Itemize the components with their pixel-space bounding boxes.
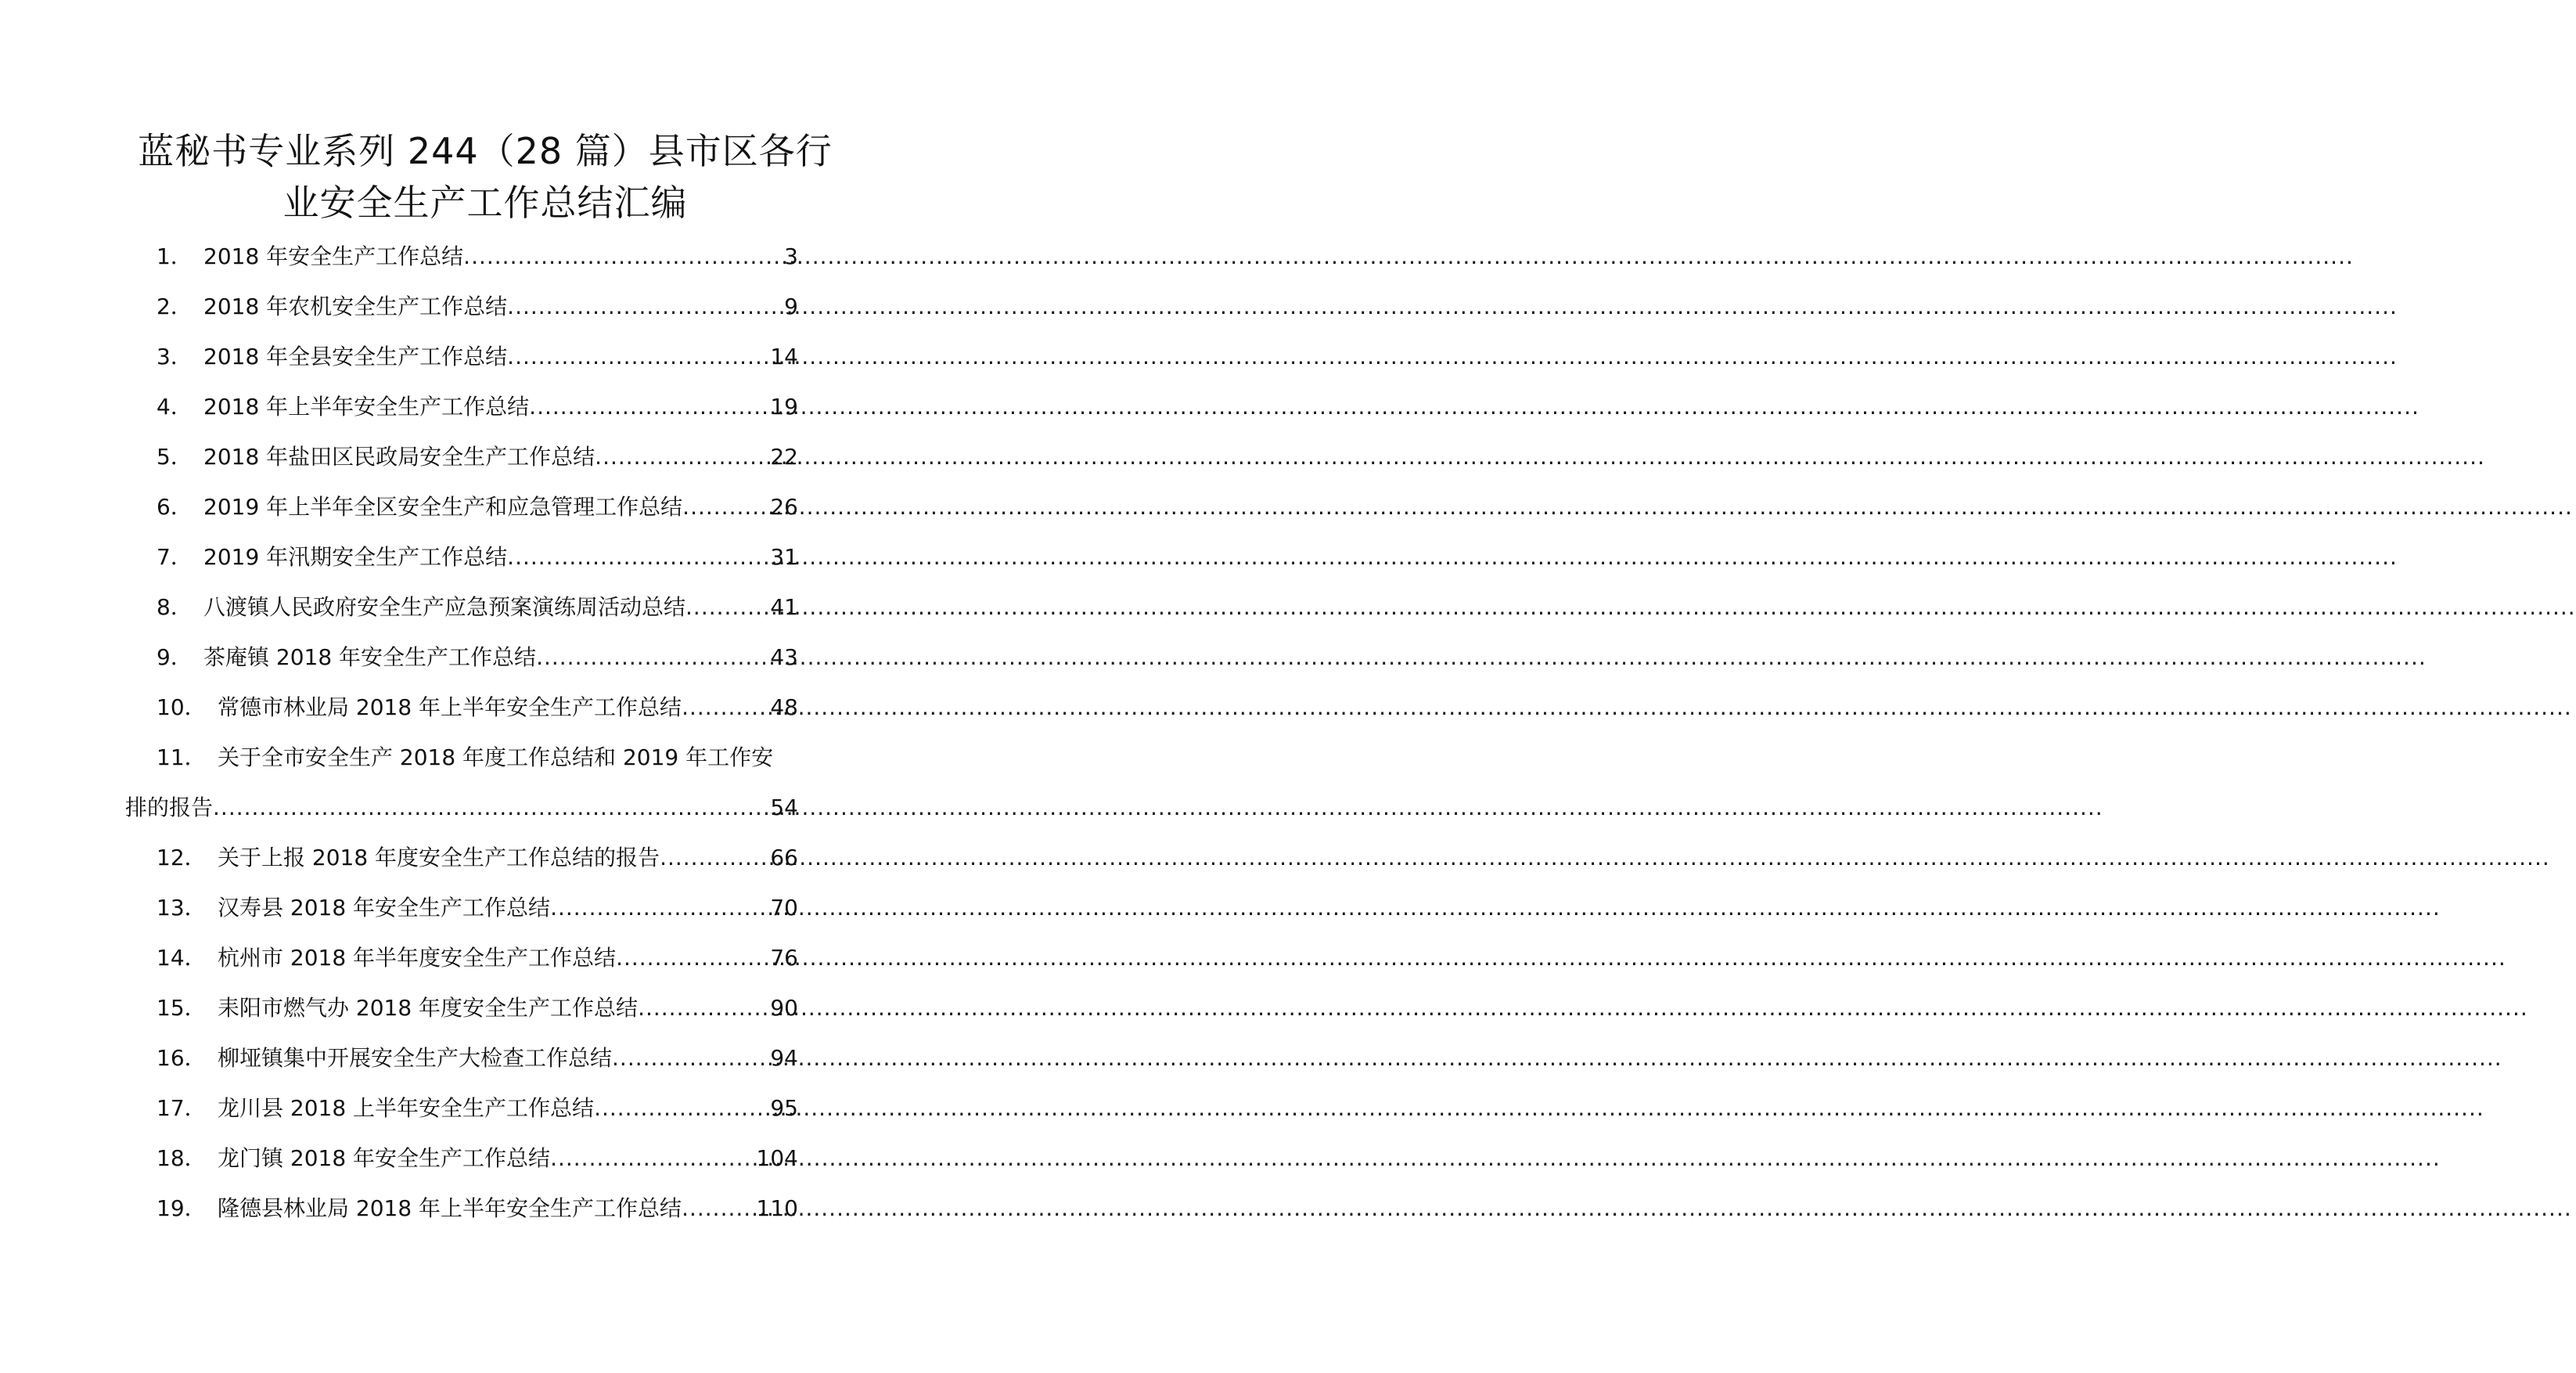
toc-entry-title: 常德市林业局 2018 年上半年安全生产工作总结 xyxy=(218,694,682,720)
toc-entry-title-line1: 关于全市安全生产 2018 年度工作总结和 2019 年工作安 xyxy=(218,744,774,770)
toc-entry-title: 2018 年农机安全生产工作总结 xyxy=(203,294,508,319)
toc-entry-page: 76 xyxy=(770,945,798,971)
toc-entry-page: 14 xyxy=(770,344,798,369)
toc-entry-number: 16． xyxy=(157,1045,207,1071)
toc-entry-number: 2． xyxy=(157,294,192,319)
toc-entry-title: 2018 年安全生产工作总结 xyxy=(203,243,464,269)
toc-entry-page: 70 xyxy=(770,895,798,921)
toc-entry[interactable] xyxy=(157,886,798,924)
toc-entry-page: 26 xyxy=(770,494,798,520)
toc-entry-number: 9． xyxy=(157,644,192,670)
toc-entry-title: 隆德县林业局 2018 年上半年安全生产工作总结 xyxy=(218,1195,682,1221)
toc-entry[interactable] xyxy=(157,636,798,673)
toc-entry-page: 31 xyxy=(770,544,798,570)
toc-entry[interactable] xyxy=(157,385,798,423)
toc-entry[interactable] xyxy=(157,485,798,523)
toc-entry[interactable] xyxy=(157,285,798,323)
toc-entry-title: 2019 年汛期安全生产工作总结 xyxy=(203,544,508,570)
toc-leader-dots xyxy=(594,1093,768,1124)
toc-entry-title: 2018 年盐田区民政局安全生产工作总结 xyxy=(203,444,595,470)
toc-entry-number: 3． xyxy=(157,344,192,369)
toc-leader-dots xyxy=(213,792,768,823)
toc-entry-page: 41 xyxy=(770,594,798,620)
toc-entry-title: 八渡镇人民政府安全生产应急预案演练周活动总结 xyxy=(203,594,686,620)
toc-entry-title: 龙川县 2018 上半年安全生产工作总结 xyxy=(218,1095,595,1121)
toc-entry-page: 43 xyxy=(770,644,798,670)
toc-entry-number: 13． xyxy=(157,895,207,921)
toc-leader-dots xyxy=(682,1193,754,1224)
toc-entry-page: 94 xyxy=(770,1045,798,1071)
title-line-1: 蓝秘书专业系列 244（28 篇）县市区各行 xyxy=(138,130,833,172)
toc-entry-number: 4． xyxy=(157,394,192,420)
toc-leader-dots xyxy=(529,391,768,423)
toc-leader-dots xyxy=(507,291,783,323)
toc-entry[interactable] xyxy=(157,586,798,623)
toc-leader-dots xyxy=(682,692,768,723)
toc-leader-dots xyxy=(507,542,768,573)
toc-entry[interactable] xyxy=(157,1036,798,1074)
toc-entry[interactable] xyxy=(157,1137,798,1174)
toc-entry-title: 2018 年全县安全生产工作总结 xyxy=(203,344,508,369)
document-title xyxy=(110,125,861,229)
toc-entry-page: 19 xyxy=(770,394,798,420)
toc-entry-number: 8． xyxy=(157,594,192,620)
toc-entry-number: 15． xyxy=(157,995,207,1021)
toc-entry-number: 10． xyxy=(157,694,207,720)
toc-entry-number: 5． xyxy=(157,444,192,470)
toc-leader-dots xyxy=(595,441,768,473)
toc-entry-number: 7． xyxy=(157,544,192,570)
toc-leader-dots xyxy=(463,241,783,272)
toc-leader-dots xyxy=(682,492,768,523)
toc-entry[interactable] xyxy=(157,836,798,874)
toc-entry-page: 48 xyxy=(770,694,798,720)
toc-leader-dots xyxy=(685,592,768,623)
toc-entry-page: 9 xyxy=(784,294,798,319)
toc-entry[interactable] xyxy=(157,986,798,1024)
toc-entry-number: 6． xyxy=(157,494,192,520)
toc-entry-title: 2019 年上半年全区安全生产和应急管理工作总结 xyxy=(203,494,683,520)
toc-entry-page: 3 xyxy=(784,243,798,269)
toc-leader-dots xyxy=(660,842,768,874)
toc-entry-page: 22 xyxy=(770,444,798,470)
toc-entry-page: 104 xyxy=(756,1145,798,1171)
toc-entry[interactable] xyxy=(157,535,798,573)
toc-entry-title: 2018 年上半年安全生产工作总结 xyxy=(203,394,530,420)
toc-entry-number: 18． xyxy=(157,1145,207,1171)
toc-leader-dots xyxy=(550,1143,754,1174)
document-page xyxy=(0,0,970,1373)
toc-entry[interactable] xyxy=(157,1087,798,1124)
toc-leader-dots xyxy=(612,1043,768,1074)
toc-entry-11-first-line[interactable] xyxy=(157,742,853,773)
toc-entry[interactable] xyxy=(157,335,798,373)
toc-entry-number: 17． xyxy=(157,1095,207,1121)
toc-entry-number: 14． xyxy=(157,945,207,971)
toc-entry-title: 汉寿县 2018 年安全生产工作总结 xyxy=(218,895,551,921)
toc-entry-page: 54 xyxy=(770,795,798,820)
toc-entry-page: 95 xyxy=(770,1095,798,1121)
toc-entry-number: 12． xyxy=(157,845,207,870)
toc-entry[interactable] xyxy=(157,936,798,974)
toc-entry-page: 110 xyxy=(756,1195,798,1221)
toc-leader-dots xyxy=(536,642,768,673)
toc-entry-title: 杭州市 2018 年半年度安全生产工作总结 xyxy=(218,945,617,971)
toc-leader-dots xyxy=(638,993,768,1024)
toc-entry-title: 柳垭镇集中开展安全生产大检查工作总结 xyxy=(218,1045,613,1071)
toc-entry[interactable] xyxy=(157,1187,798,1224)
toc-entry-title: 关于上报 2018 年度安全生产工作总结的报告 xyxy=(218,845,660,870)
toc-entry[interactable] xyxy=(157,435,798,473)
toc-entry-title: 排的报告 xyxy=(125,795,214,820)
toc-leader-dots xyxy=(550,892,768,924)
toc-entry[interactable] xyxy=(157,235,798,272)
toc-entry-title: 龙门镇 2018 年安全生产工作总结 xyxy=(218,1145,551,1171)
toc-leader-dots xyxy=(616,942,768,974)
toc-entry-page: 66 xyxy=(770,845,798,870)
toc-leader-dots xyxy=(507,341,768,373)
toc-entry[interactable] xyxy=(125,786,798,823)
toc-entry-page: 90 xyxy=(770,995,798,1021)
toc-entry-number: 1． xyxy=(157,243,192,269)
toc-entry-number: 19． xyxy=(157,1195,207,1221)
toc-entry-title: 耒阳市燃气办 2018 年度安全生产工作总结 xyxy=(218,995,639,1021)
toc-entry-number: 11． xyxy=(157,744,207,770)
toc-entry-title: 茶庵镇 2018 年安全生产工作总结 xyxy=(203,644,537,670)
title-line-2: 业安全生产工作总结汇编 xyxy=(282,182,688,224)
toc-entry[interactable] xyxy=(157,686,798,723)
